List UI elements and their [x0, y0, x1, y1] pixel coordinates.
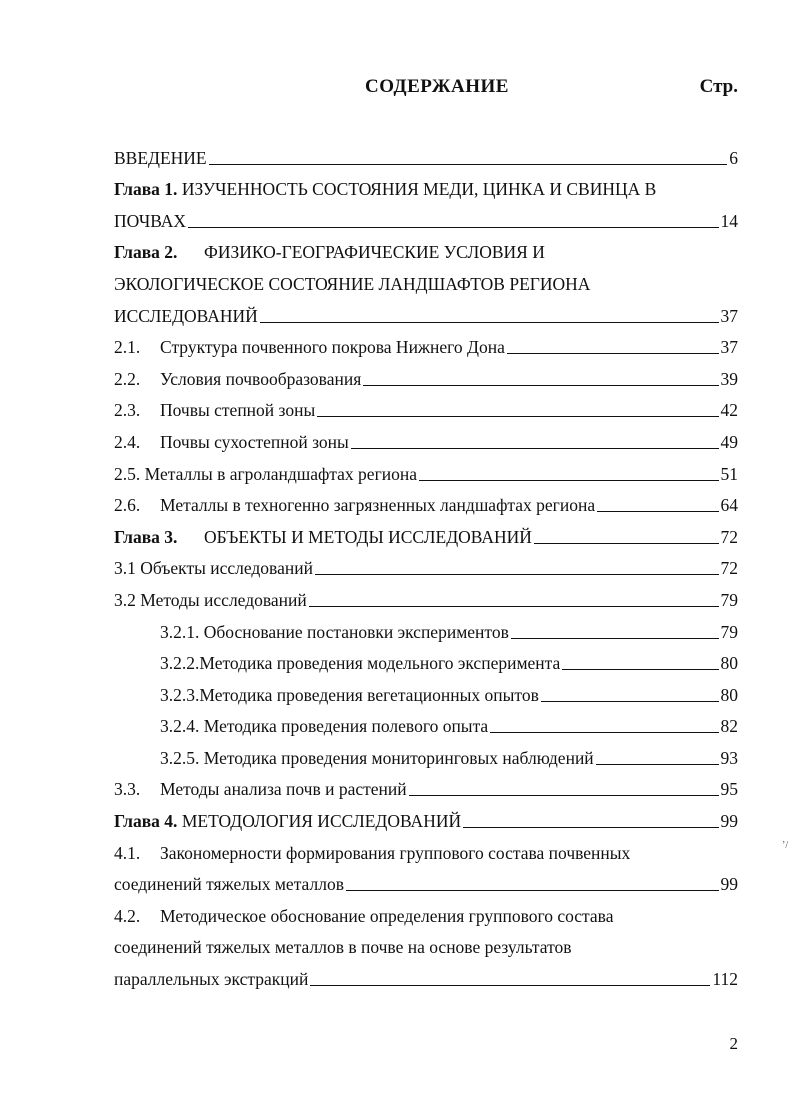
toc-page-number: 72	[720, 558, 738, 579]
toc-entry	[114, 736, 738, 768]
chapter-title: МЕТОДОЛОГИЯ ИССЛЕДОВАНИЙ	[177, 811, 462, 832]
toc-entry-title	[114, 464, 417, 484]
toc-entry-title	[114, 969, 308, 989]
chapter-title: ОБЪЕКТЫ И МЕТОДЫ ИССЛЕДОВАНИЙ	[204, 526, 532, 547]
leader-line	[534, 543, 719, 544]
toc-page-number: 37	[720, 337, 738, 358]
toc-entry	[114, 673, 738, 705]
toc-entry-title	[160, 748, 594, 768]
chapter-title: ФИЗИКО-ГЕОГРАФИЧЕСКИЕ УСЛОВИЯ И	[204, 242, 545, 263]
section-number: 3.3.	[114, 779, 141, 800]
leader-line	[409, 795, 719, 796]
toc-page-number: 80	[720, 684, 738, 705]
toc-entry	[114, 578, 738, 610]
leader-line	[562, 669, 718, 670]
leader-line	[209, 164, 728, 165]
toc-entry	[114, 768, 738, 800]
section-title: Почвы сухостепной зоны	[160, 431, 349, 452]
toc-page-number: 95	[720, 779, 738, 800]
toc-entry	[114, 957, 738, 989]
section-title: Металлы в техногенно загрязненных ландшафтах региона	[160, 495, 596, 516]
section-title: Методическое обоснование определения группового состава	[160, 905, 614, 926]
toc-entry-title	[114, 400, 315, 420]
entry-text: 3.2 Методы исследований	[114, 589, 307, 610]
leader-line	[317, 416, 718, 417]
leader-line	[346, 890, 719, 891]
leader-line	[419, 480, 718, 481]
toc-entry-title	[114, 937, 572, 957]
toc-entry-title	[160, 716, 488, 736]
toc-entry-title	[114, 369, 361, 389]
toc-entry	[114, 610, 738, 642]
toc-entry	[114, 326, 738, 358]
chapter-label: Глава 1.	[114, 179, 178, 200]
leader-line	[260, 322, 719, 323]
section-title: Условия почвообразования	[160, 368, 362, 389]
section-number: 2.1.	[114, 337, 141, 358]
chapter-title: ИЗУЧЕННОСТЬ СОСТОЯНИЯ МЕДИ, ЦИНКА И СВИНЦА В	[177, 179, 657, 200]
chapter-label: Глава 2.	[114, 242, 178, 263]
chapter-label: Глава 3.	[114, 526, 178, 547]
toc-entry-title	[114, 179, 656, 199]
section-number: 4.2.	[114, 905, 141, 926]
toc-entry-title	[160, 653, 560, 673]
toc-entry-title	[114, 558, 313, 578]
subsection-title: 3.2.3.Методика проведения вегетационных опытов	[160, 684, 539, 705]
toc-page-number: 99	[720, 874, 738, 895]
leader-line	[490, 732, 718, 733]
toc-page-number: 79	[720, 621, 738, 642]
leader-line	[597, 511, 718, 512]
toc-page-number: 51	[720, 463, 738, 484]
leader-line	[507, 353, 719, 354]
toc-entry	[114, 294, 738, 326]
section-number: 2.2.	[114, 368, 141, 389]
toc-entry	[114, 357, 738, 389]
toc-page-number: 72	[720, 526, 738, 547]
toc-page-number: 99	[720, 811, 738, 832]
toc-entry-title	[114, 337, 505, 357]
toc-page-number: 6	[729, 147, 738, 168]
toc-entry-title	[114, 306, 258, 326]
toc-entry	[114, 136, 738, 168]
leader-line	[315, 574, 719, 575]
toc-entry	[114, 547, 738, 579]
toc-page-number: 49	[720, 431, 738, 452]
subsection-title: 3.2.4. Методика проведения полевого опыта	[160, 716, 489, 737]
toc-entry	[114, 452, 738, 484]
subsection-title: 3.2.1. Обоснование постановки экспериментов	[160, 621, 509, 642]
leader-line	[463, 827, 718, 828]
toc-entry-title	[114, 811, 461, 831]
section-number: 4.1.	[114, 842, 141, 863]
toc-page-number: 14	[720, 210, 738, 231]
toc-entry	[114, 831, 738, 863]
entry-text: параллельных экстракций	[114, 969, 309, 990]
toc-page-number: 39	[720, 368, 738, 389]
margin-mark: ʼ/	[782, 840, 789, 851]
toc-entry	[114, 926, 738, 958]
toc-entry-title	[114, 906, 613, 926]
leader-line	[310, 985, 710, 986]
toc-entry	[114, 231, 738, 263]
toc-entry-title	[114, 874, 344, 894]
toc-page-number: 112	[712, 969, 738, 990]
leader-line	[363, 385, 718, 386]
section-title: Закономерности формирования группового состава почвенных	[160, 842, 631, 863]
entry-text: ВВЕДЕНИЕ	[114, 147, 207, 168]
toc-entry-title	[114, 590, 307, 610]
toc-page-number: 80	[720, 653, 738, 674]
subsection-title: 3.2.5. Методика проведения мониторинговых наблюдений	[160, 747, 594, 768]
subsection-title: 3.2.2.Методика проведения модельного эксперимента	[160, 653, 561, 674]
toc-entry	[114, 799, 738, 831]
toc-entry-title	[114, 779, 407, 799]
toc-page-number: 64	[720, 495, 738, 516]
section-number: 2.3.	[114, 400, 141, 421]
toc-entry	[114, 484, 738, 516]
toc-entry-title	[114, 211, 186, 231]
section-title: Методы анализа почв и растений	[160, 779, 407, 800]
toc-entry	[114, 199, 738, 231]
page-title: СОДЕРЖАНИЕ	[365, 76, 509, 97]
toc-page-number: 42	[720, 400, 738, 421]
toc-entry	[114, 515, 738, 547]
entry-text: 3.1 Объекты исследований	[114, 558, 313, 579]
toc-entry-title	[114, 527, 532, 547]
toc-page-number: 82	[720, 716, 738, 737]
toc-entry-title	[160, 622, 509, 642]
toc-entry	[114, 863, 738, 895]
toc-entry-title	[114, 495, 595, 515]
toc-entry	[114, 389, 738, 421]
entry-text: соединений тяжелых металлов в почве на основе результатов	[114, 937, 572, 958]
entry-text: ПОЧВАХ	[114, 210, 187, 231]
toc-entry-title	[114, 148, 207, 168]
toc-entry-title	[114, 843, 630, 863]
entry-text: соединений тяжелых металлов	[114, 874, 344, 895]
leader-line	[541, 701, 719, 702]
leader-line	[596, 764, 719, 765]
page-column-label: Стр.	[699, 76, 738, 97]
leader-line	[188, 227, 718, 228]
toc-page-number: 37	[720, 305, 738, 326]
page-number: 2	[729, 1034, 738, 1053]
section-title: Почвы степной зоны	[160, 400, 316, 421]
entry-text: 2.5. Металлы в агроландшафтах региона	[114, 463, 418, 484]
toc-page-number: 93	[720, 747, 738, 768]
entry-text: ЭКОЛОГИЧЕСКОЕ СОСТОЯНИЕ ЛАНДШАФТОВ РЕГИОНА	[114, 273, 591, 294]
toc-entry	[114, 705, 738, 737]
leader-line	[309, 606, 719, 607]
toc-entry	[114, 262, 738, 294]
toc-page-number: 79	[720, 589, 738, 610]
toc-entry	[114, 642, 738, 674]
toc-entry-title	[114, 274, 590, 294]
section-number: 2.4.	[114, 431, 141, 452]
table-of-contents	[114, 136, 738, 989]
toc-entry-title	[114, 242, 545, 262]
toc-entry	[114, 168, 738, 200]
entry-text: ИССЛЕДОВАНИЙ	[114, 305, 258, 326]
section-number: 2.6.	[114, 495, 141, 516]
leader-line	[511, 638, 719, 639]
leader-line	[351, 448, 719, 449]
section-title: Структура почвенного покрова Нижнего Дона	[160, 337, 505, 358]
chapter-label: Глава 4.	[114, 811, 178, 832]
toc-entry-title	[114, 432, 349, 452]
toc-entry-title	[160, 685, 539, 705]
toc-entry	[114, 894, 738, 926]
toc-entry	[114, 420, 738, 452]
